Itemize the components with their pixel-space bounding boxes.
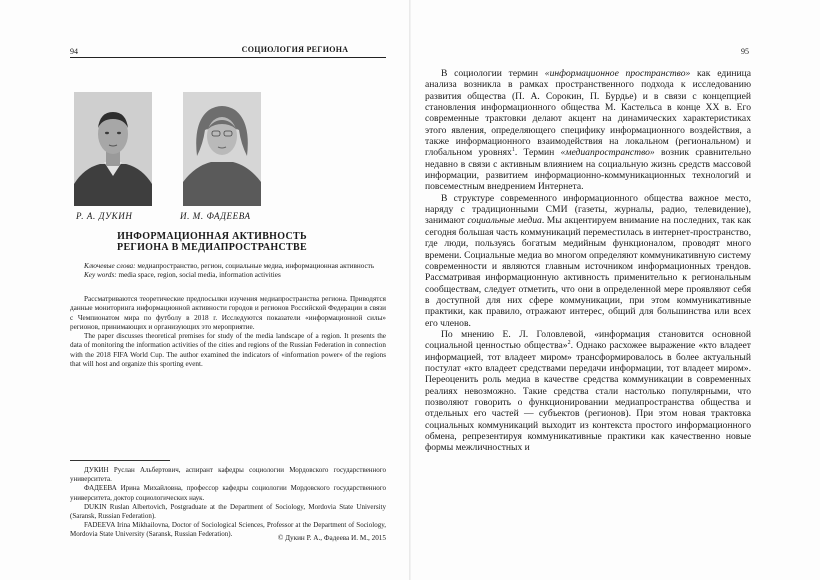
keywords-en-label: Key words: [84, 271, 117, 280]
author1-name: Р. А. ДУКИН [76, 211, 133, 221]
footnote-author2-ru: ФАДЕЕВА Ирина Михайловна, профессор кафедры социологии Мордовского государственного университета, доктор социологических наук. [70, 484, 386, 502]
footnote-author1-en: DUKIN Ruslan Albertovich, Postgraduate at the Department of Sociology, Mordovia State University (Saransk, Russian Federation). [70, 502, 386, 521]
footnote-ref-1: 1 [511, 147, 515, 154]
article-title-line2: РЕГИОНА В МЕДИАПРОСТРАНСТВЕ [117, 242, 307, 253]
abstract-en: The paper discusses theoretical premises for study of the media landscape of a region. It presents the data of monitoring the information activities of the cities and regions of the Russian Federation in connection with the 2018 FIFA World Cup. The author examined the indicators of «information power» of the regions that will host and organize this sporting event. [70, 332, 386, 369]
left-page-number: 94 [70, 47, 78, 56]
body-paragraph-1 [425, 68, 751, 193]
author-footnotes [70, 466, 386, 540]
header-rule [70, 57, 386, 58]
running-title: СОЦИОЛОГИЯ РЕГИОНА [241, 45, 349, 54]
keywords-ru-label: Ключевые слова: [84, 262, 136, 270]
term-media-space: «медиапространство» [560, 147, 655, 159]
term-social-media: социальные медиа [467, 215, 542, 227]
body-paragraph-2 [425, 193, 751, 329]
keywords-block [70, 262, 386, 281]
right-page-number: 95 [741, 47, 749, 56]
keywords-ru [70, 262, 386, 271]
author1-photo [74, 92, 152, 206]
article-body [425, 68, 751, 454]
left-page [0, 0, 409, 580]
author2-photo [183, 92, 261, 206]
body-p1-text-d: возник сравнительно недавно в связи с активным влиянием на социальную жизнь средств массовой информации, развитием информационно-коммуникационных технологий и повсеместным внедрением Интернета. [425, 147, 751, 193]
body-p2-text-b: . Мы акцентируем внимание на последних, так как сегодня большая часть коммуникаций переместилась в интернет-пространство, где люди, пользуясь богатым медийным функционалом, проводят много времени. Социальные медиа во многом определяют коммуникативную систему современности и являются главным источником информационных трендов. Рассматривая информационную активность применительно к региональным сообществам, следует отметить, что они в определенной мере проявляют себя в доступной для них сфере коммуникации, при этом коммуникативные практики, как правило, отражают интерес, общий для большинства или всех его членов. [425, 215, 751, 329]
body-paragraph-3 [425, 329, 751, 454]
footnote-author2-en: FADEEVA Irina Mikhailovna, Doctor of Sociological Sciences, Professor at the Department of Sociology, Mordovia State University (Saransk, Russian Federation). [70, 521, 386, 539]
abstract-ru: Рассматриваются теоретические предпосылки изучения медиапространства региона. Приводятся данные мониторинга информационной активности городов и регионов Российской Федерации в связи с Чемпионатом мира по футболу в 2018 г. Исследуются показатели «информационной силы» регионов, принимающих и организующих это мероприятие. [70, 295, 386, 331]
body-p1-text-b: как единица анализа возникла в рамках пространственного подхода к исследованию развития общества (П. А. Сорокин, П. Бурдье) и в связи с концепцией становления информационного общества М. Кастельса в конце XX в. Его современные трактовки делают акцент на динамических характеристиках этого явления, определяющего специфику информационного воздействия, а также информационного взаимодействия на локальном (региональном) и глобальном уровнях [425, 68, 751, 159]
keywords-en-text: media space, region, social media, information activities [116, 271, 281, 280]
body-p1-text-a: В социологии термин [441, 68, 545, 79]
copyright-line: © Дукин Р. А., Фадеева И. М., 2015 [277, 534, 386, 542]
footnote-author1-ru: ДУКИН Руслан Альбертович, аспирант кафедры социологии Мордовского государственного университета. [70, 466, 386, 484]
term-information-space: «информационное пространство» [544, 68, 691, 79]
footnote-rule [70, 460, 170, 461]
body-p2-text-a: В структуре современного информационного общества важное место, наряду с традиционными СМИ (газеты, журналы, радио, телевидение), занимают [425, 192, 751, 227]
keywords-en [70, 271, 386, 280]
body-p3-text-b: . Однако расхожее выражение «кто владеет информацией, тот владеет миром» трансформировалось в более актуальный постулат «кто владеет средствами передачи информации, тот владеет миром». Переоценить роль медиа в качестве средства коммуникации в современных реалиях невозможно. Такие средства стали настолько популярными, что позволяют говорить о функционировании медиапространства общества и отдельных его частей — субъектов (регионов). При этом новая трактовка социальных коммуникаций выходит из контекста простого информационного обмена, репрезентируя коммуникативные практики как качественно новые формы межличностных и [425, 340, 751, 454]
footnote-ref-2: 2 [567, 340, 571, 347]
keywords-ru-text: медиапространство, регион, социальные медиа, информационная активность [135, 262, 375, 270]
body-p3-text-a: По мнению Е. Л. Головлевой, «информация становится основной социальной ценностью общества» [425, 328, 751, 352]
article-title-line1: ИНФОРМАЦИОННАЯ АКТИВНОСТЬ [117, 231, 307, 242]
article-title [92, 231, 332, 253]
abstract-block [70, 295, 386, 369]
body-p1-text-c: . Термин [514, 147, 561, 159]
author2-name: И. М. ФАДЕЕВА [180, 211, 251, 221]
